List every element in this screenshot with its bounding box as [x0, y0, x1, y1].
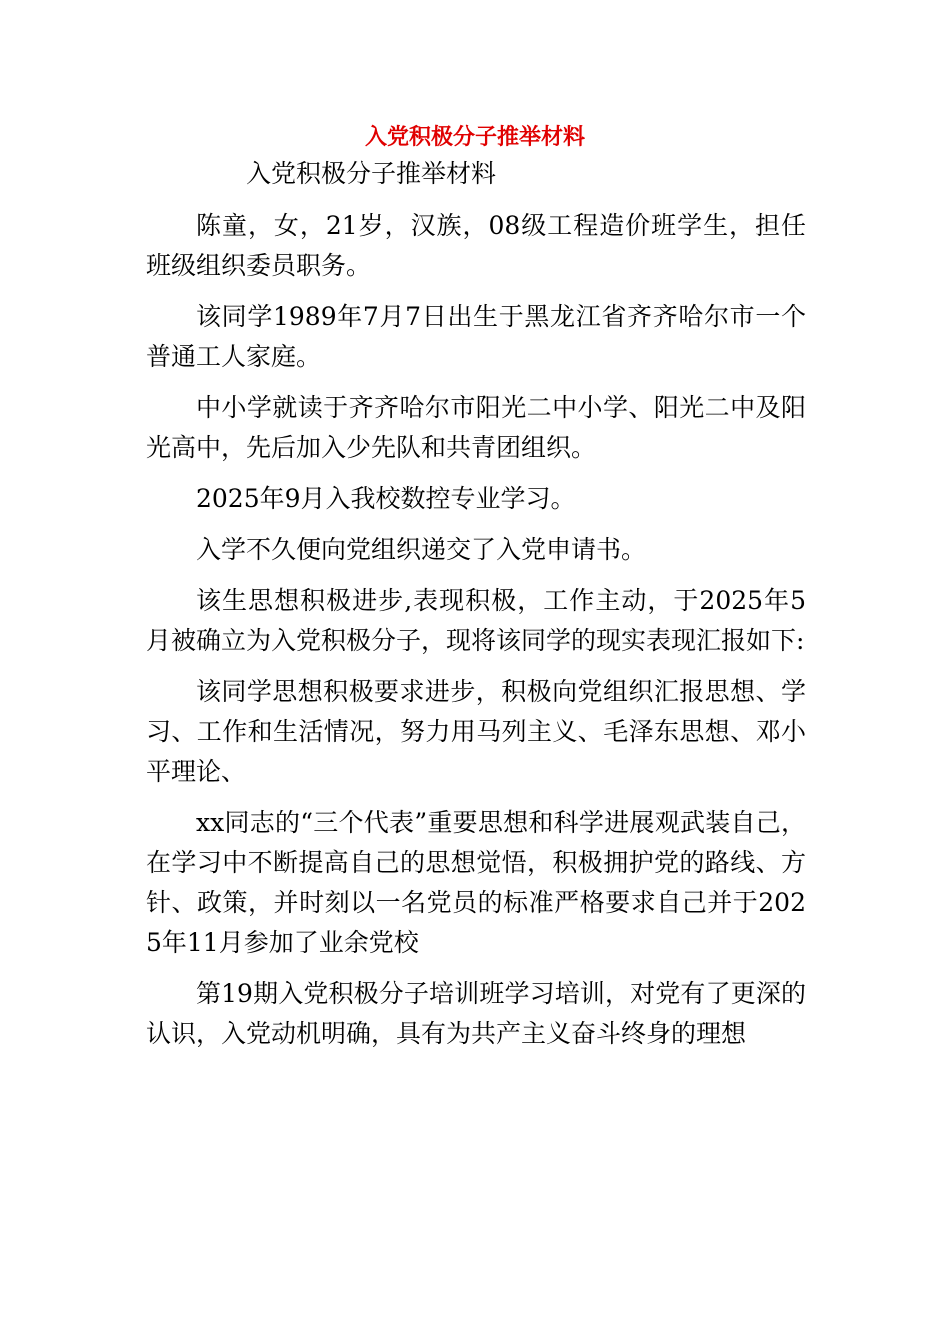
paragraph-activist-status: 该生思想积极进步,表现积极，工作主动，于2025年5月被确立为入党积极分子，现将该同学的现实表现汇报如下: — [146, 586, 806, 655]
paragraph-thought: 该同学思想积极要求进步，积极向党组织汇报思想、学习、工作和生活情况，努力用马列主义、毛泽东思想、邓小平理论、 — [146, 677, 806, 786]
paragraph-training: 第19期入党积极分子培训班学习培训，对党有了更深的认识，入党动机明确，具有为共产主义奋斗终身的理想 — [146, 979, 806, 1048]
paragraph-theory: xx同志的“三个代表”重要思想和科学进展观武装自己，在学习中不断提高自己的思想觉悟，积极拥护党的路线、方针、政策，并时刻以一名党员的标准严格要求自己并于2025年11月参加了业余党校 — [146, 808, 806, 957]
document-subtitle: 入党积极分子推举材料 — [246, 159, 497, 188]
document-body — [146, 154, 806, 1065]
paragraph-application: 入学不久便向党组织递交了入党申请书。 — [196, 535, 647, 564]
paragraph-enrollment: 2025年9月入我校数控专业学习。 — [196, 484, 576, 513]
paragraph-personal-info: 陈童，女，21岁，汉族，08级工程造价班学生，担任班级组织委员职务。 — [146, 211, 806, 280]
document-title: 入党积极分子推举材料 — [364, 124, 585, 150]
paragraph-schooling: 中小学就读于齐齐哈尔市阳光二中小学、阳光二中及阳光高中，先后加入少先队和共青团组织。 — [146, 393, 806, 462]
paragraph-birth: 该同学1989年7月7日出生于黑龙江省齐齐哈尔市一个普通工人家庭。 — [146, 302, 806, 371]
